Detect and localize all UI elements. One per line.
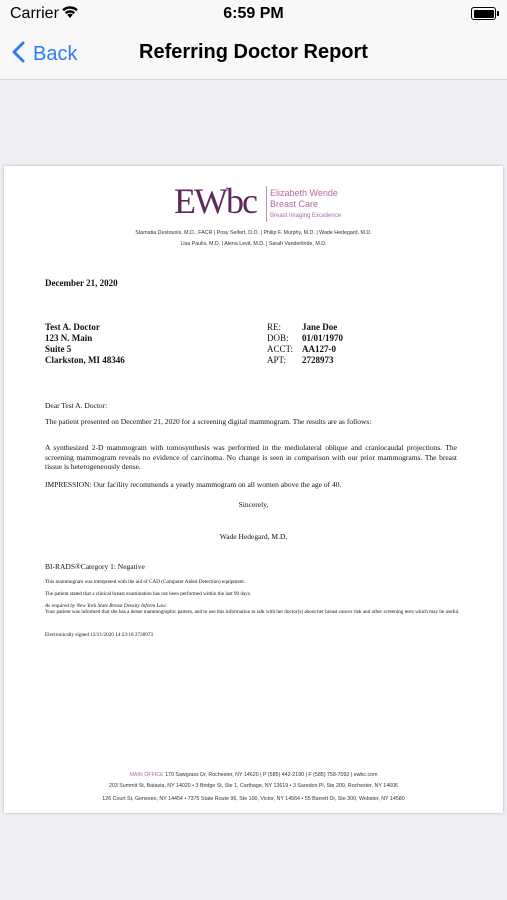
- back-label: Back: [33, 42, 78, 65]
- footer-locations-line3: 126 Court St, Geneseo, NY 14454 • 7375 State Route 96, Ste 100, Victor, NY 14564 • 55 Barrett Dr, Ste 300, Webster, NY 14580: [102, 796, 405, 802]
- patient-row: [267, 333, 343, 344]
- patient-value: AA127-0: [302, 344, 336, 354]
- battery-level: [474, 10, 494, 18]
- recipient-suite: Suite 5: [45, 344, 72, 354]
- status-bar: [0, 0, 507, 28]
- patient-label: DOB:: [267, 333, 289, 343]
- recipient-city: Clarkston, MI 48346: [45, 355, 125, 365]
- page-title: Referring Doctor Report: [139, 41, 368, 63]
- cad-note: This mammogram was interpreted with the aid of CAD (Computer Aided Detection) equipment.: [45, 579, 246, 585]
- letterhead: [4, 176, 503, 226]
- recipient-street: 123 N. Main: [45, 333, 93, 343]
- logo-name-line1: Elizabeth Wende: [270, 188, 338, 198]
- electronic-signature: Electronically signed 12/21/2020 14:23:18 2728973: [45, 632, 154, 638]
- paragraph-results: The patient presented on December 21, 2020 for a screening digital mammogram. The results are as follows:: [45, 417, 372, 426]
- patient-value: Jane Doe: [302, 322, 338, 332]
- impression: IMPRESSION: Our facility recommends a yearly mammogram on all women above the age of 40.: [45, 480, 342, 489]
- logo-name: [270, 188, 338, 210]
- recipient-name: Test A. Doctor: [45, 322, 100, 332]
- clinical-exam-note: The patient stated that a clinical breast examination has not been performed within the last 90 days.: [45, 591, 252, 597]
- physicians-list-line1: Stamatia Destounis, M.D., FACR | Posy Seifert, D.O. | Philip F. Murphy, M.D. | Wade Hedegard, M.D.: [135, 230, 372, 236]
- density-law-heading: As required by New York State Breast Density Inform Law:: [45, 603, 168, 609]
- patient-label: APT:: [267, 355, 287, 365]
- patient-row: [267, 355, 343, 366]
- paragraph-findings: A synthesized 2-D mammogram with tomosynthesis was performed in the mediolateral oblique and craniocaudal projections. The screening mammogram reveals no evidence of carcinoma. No change is seen in comparison with our prior mammograms. The breast tissue is heterogeneously dense.: [45, 443, 457, 471]
- patient-row: [267, 344, 343, 355]
- patient-value: 2728973: [302, 355, 334, 365]
- birads-category: BI-RADS®Category 1: Negative: [45, 562, 145, 571]
- main-office-label: MAIN OFFICE: [129, 772, 164, 778]
- logo-tagline: Breast Imaging Excellence: [270, 213, 342, 219]
- logo-divider: [266, 186, 267, 222]
- ewbc-logo: EWbc: [174, 181, 256, 221]
- patient-value: 01/01/1970: [302, 333, 344, 343]
- recipient-address: [45, 322, 125, 366]
- patient-info: [267, 322, 343, 366]
- patient-label: RE:: [267, 322, 282, 332]
- salutation: Dear Test A. Doctor:: [45, 401, 108, 410]
- patient-row: [267, 322, 343, 333]
- patient-label: ACCT:: [267, 344, 294, 354]
- signer-name: Wade Hedegard, M.D.: [219, 532, 288, 541]
- logo-name-line2: Breast Care: [270, 199, 319, 209]
- main-office-address: 170 Sawgrass Dr, Rochester, NY 14620 | P (585) 442-2190 | F (585) 758-7092 | ewbc.com: [165, 772, 378, 778]
- letter-date: December 21, 2020: [45, 278, 118, 288]
- density-law-body: Your patient was informed that she has a dense mammographic pattern, and to use this information to talk with her doctor(s) about her breast cancer risk and other screening tests which may be useful.: [45, 609, 460, 615]
- closing: Sincerely,: [238, 500, 269, 509]
- clock: 6:59 PM: [223, 5, 284, 22]
- battery-icon: [471, 7, 496, 20]
- battery-nub: [497, 11, 499, 16]
- report-document[interactable]: [4, 166, 503, 813]
- navigation-bar: [0, 28, 507, 80]
- physicians-list-line2: Lisa Paulis, M.D. | Alena Levit, M.D. | Sarah Vanderlinde, M.D.: [180, 241, 327, 247]
- carrier-label: Carrier: [10, 5, 59, 22]
- footer-locations-line2: 203 Summit St, Batavia, NY 14020 • 3 Bridge St, Ste 1, Carthage, NY 13619 • 3 Saredon Pl, Ste 200, Rochester, NY 14606: [108, 783, 399, 789]
- footer-main-office: [4, 772, 503, 778]
